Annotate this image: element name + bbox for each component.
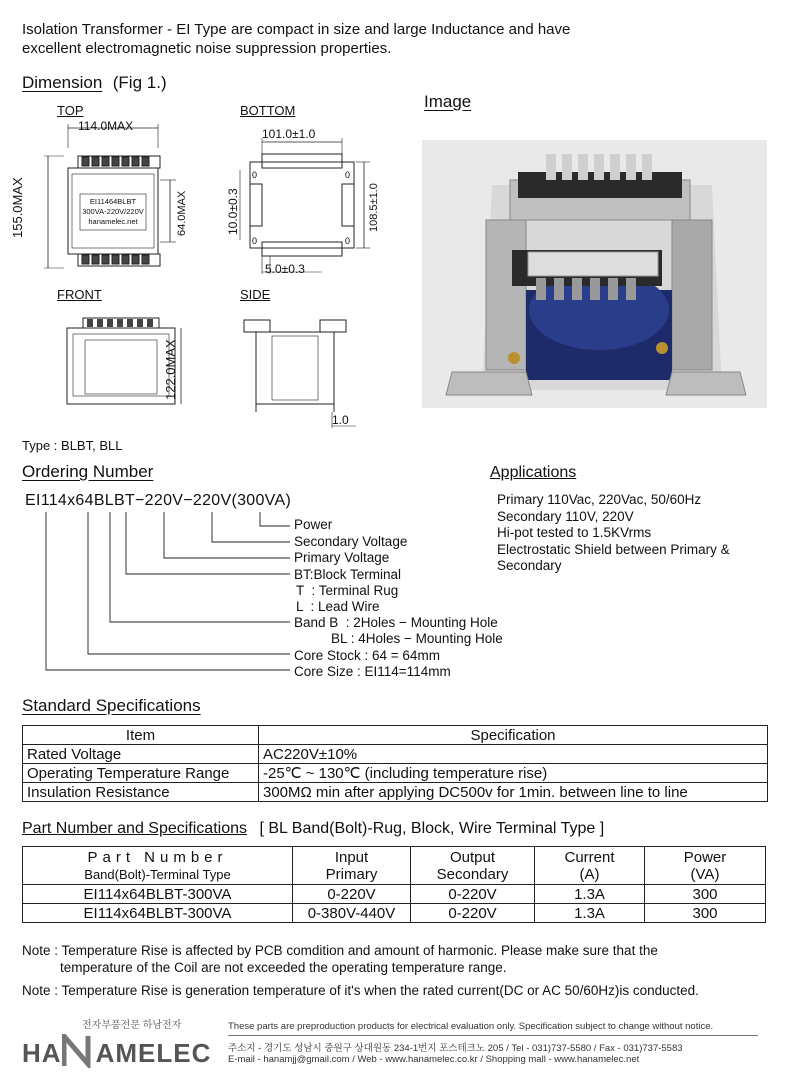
part-specs-heading: [22, 820, 604, 838]
svg-text:0: 0: [252, 236, 258, 246]
table-cell: EI114x64BLBT-300VA: [23, 885, 293, 904]
table-cell: AC220V±10%: [259, 745, 768, 764]
table-header-row: [23, 726, 768, 745]
dimension-heading: [22, 73, 167, 93]
table-row: [23, 904, 766, 923]
ordering-power: Power: [294, 517, 333, 532]
table-cell: Insulation Resistance: [23, 783, 259, 802]
table-row: [23, 745, 768, 764]
bottom-height-dim: 108.5±1.0: [368, 183, 380, 232]
applications-title: Applications: [490, 464, 577, 481]
ordering-t: T : Terminal Rug: [296, 583, 399, 598]
standard-specs-table: [22, 725, 768, 802]
bottom-view-label: BOTTOM: [240, 103, 296, 118]
ordering-l: L : Lead Wire: [296, 599, 380, 614]
standard-specs-title: Standard Specifications: [22, 696, 201, 715]
ordering-primary: Primary Voltage: [294, 550, 390, 565]
table-header-power: [645, 847, 766, 885]
ordering-core-size: Core Size : EI114=114mm: [294, 664, 451, 679]
front-view-label: FRONT: [57, 287, 102, 302]
nameplate-line-3: hanamelec.net: [88, 217, 138, 226]
front-height-dim: 122.0MAX: [163, 339, 178, 400]
table-row: [23, 885, 766, 904]
ordering-band-bl: BL : 4Holes − Mounting Hole: [331, 631, 503, 646]
footer-divider: [228, 1035, 758, 1036]
part-specs-title: Part Number and Specifications: [22, 820, 247, 837]
header-current-line-2: (A): [579, 865, 600, 883]
application-line: Secondary 110V, 220V: [497, 508, 634, 524]
part-specs-subtitle: [ BL Band(Bolt)-Rug, Block, Wire Terminal Type ]: [259, 820, 605, 837]
table-cell: 300: [645, 885, 766, 904]
ordering-secondary: Secondary Voltage: [294, 534, 408, 549]
transformer-photo: [422, 140, 767, 408]
nameplate-line-2: 300VA-220V/220V: [82, 207, 144, 216]
note-1-line-2: temperature of the Coil are not exceeded the operating temperature range.: [60, 960, 507, 975]
note-2: Note : Temperature Rise is generation temperature of it's when the rated current(DC or AC 50/60Hz)is conducted.: [22, 983, 699, 998]
ordering-bracket-lines: [22, 508, 302, 678]
table-header-item: Item: [23, 726, 259, 745]
bottom-view-drawing: [222, 132, 392, 282]
table-header-spec: Specification: [259, 726, 768, 745]
footer-address: 주소지 - 경기도 성남시 중원구 상대원동 234-1번지 포스테크노 205 / Tel - 031)737-5580 / Fax - 031)737-5583: [228, 1043, 683, 1054]
application-line: Primary 110Vac, 220Vac, 50/60Hz: [497, 492, 702, 507]
part-specs-table: [22, 846, 766, 923]
bottom-slot-dim: 5.0±0.3: [265, 262, 305, 276]
dimension-fig: (Fig 1.): [112, 73, 167, 92]
table-header-row: [23, 847, 766, 885]
header-input-line-2: Primary: [325, 865, 378, 883]
table-cell: 300MΩ min after applying DC500v for 1min. between line to line: [259, 783, 768, 802]
header-current-line-1: Current: [564, 848, 615, 866]
svg-text:0: 0: [345, 170, 351, 180]
top-width-dim: 114.0MAX: [78, 119, 134, 133]
header-output-line-2: Secondary: [436, 865, 509, 883]
top-view-label: TOP: [57, 103, 84, 118]
table-cell: 300: [645, 904, 766, 923]
ordering-bt: BT:Block Terminal: [294, 567, 402, 582]
table-row: [23, 764, 768, 783]
image-section-title: Image: [424, 92, 472, 111]
table-cell: 0-220V: [293, 885, 411, 904]
logo-text-part-2: AMELEC: [95, 1038, 212, 1068]
side-thickness-dim: 1.0: [332, 413, 349, 427]
table-cell: 1.3A: [535, 885, 645, 904]
logo-text: [22, 1034, 211, 1069]
ordering-band-b: Band B : 2Holes − Mounting Hole: [294, 615, 498, 630]
table-cell: EI114x64BLBT-300VA: [23, 904, 293, 923]
header-part-line-2: Band(Bolt)-Terminal Type: [84, 866, 231, 882]
logo-korean-text: 전자부품전문 하남전자: [82, 1020, 182, 1031]
table-row: [23, 783, 768, 802]
nameplate-text: [82, 197, 144, 227]
header-power-line-1: Power: [683, 848, 727, 866]
table-cell: 0-220V: [411, 885, 535, 904]
bottom-width-dim: 101.0±1.0: [262, 127, 316, 141]
table-cell: 0-380V-440V: [293, 904, 411, 923]
transformer-illustration: [422, 140, 767, 408]
table-header-part: [23, 847, 293, 885]
header-output-line-1: Output: [449, 848, 496, 866]
table-cell: -25℃ ~ 130℃ (including temperature rise): [259, 764, 768, 783]
header-part-line-1: Part Number: [87, 848, 228, 866]
top-height-dim: 155.0MAX: [10, 177, 25, 238]
application-line: Electrostatic Shield between Primary & Secondary: [497, 541, 730, 573]
ordering-title: Ordering Number: [22, 462, 154, 481]
header-input-line-1: Input: [334, 848, 369, 866]
logo-n-mark: [62, 1034, 96, 1069]
type-line: Type : BLBT, BLL: [22, 438, 123, 453]
table-header-current: [535, 847, 645, 885]
table-header-input: [293, 847, 411, 885]
company-logo: [22, 1016, 222, 1070]
svg-text:0: 0: [252, 170, 258, 180]
table-cell: Rated Voltage: [23, 745, 259, 764]
top-depth-dim: 64.0MAX: [176, 190, 188, 236]
table-cell: Operating Temperature Range: [23, 764, 259, 783]
front-view-drawing: [55, 312, 205, 412]
application-line: Hi-pot tested to 1.5KVrms: [497, 525, 652, 540]
logo-text-part-1: HA: [22, 1038, 62, 1068]
side-view-label: SIDE: [240, 287, 271, 302]
dimension-title: Dimension: [22, 73, 103, 92]
footer-disclaimer: These parts are preproduction products for electrical evaluation only. Specification subject to change without notice.: [228, 1021, 714, 1032]
bottom-hole-dim: 10.0±0.3: [226, 188, 240, 235]
note-1: [22, 942, 782, 976]
intro-line-1: Isolation Transformer - EI Type are compact in size and large Inductance and have: [22, 21, 571, 38]
table-header-output: [411, 847, 535, 885]
footer-contact: E-mail - hanamjj@gmail.com / Web - www.hanamelec.co.kr / Shopping mall - www.hanamelec.net: [228, 1054, 640, 1065]
header-power-line-2: (VA): [690, 865, 720, 883]
ordering-code: EI114x64BLBT−220V−220V(300VA): [25, 492, 292, 509]
note-1-line-1: Note : Temperature Rise is affected by PCB comdition and amount of harmonic. Please make sure that the: [22, 943, 658, 958]
intro-text: [22, 20, 722, 58]
ordering-core-stock: Core Stock : 64 = 64mm: [294, 648, 440, 663]
table-cell: 0-220V: [411, 904, 535, 923]
nameplate-line-1: EI11464BLBT: [89, 197, 137, 206]
table-cell: 1.3A: [535, 904, 645, 923]
intro-line-2: excellent electromagnetic noise suppression properties.: [22, 40, 392, 57]
svg-text:0: 0: [345, 236, 351, 246]
applications-list: [497, 492, 777, 575]
